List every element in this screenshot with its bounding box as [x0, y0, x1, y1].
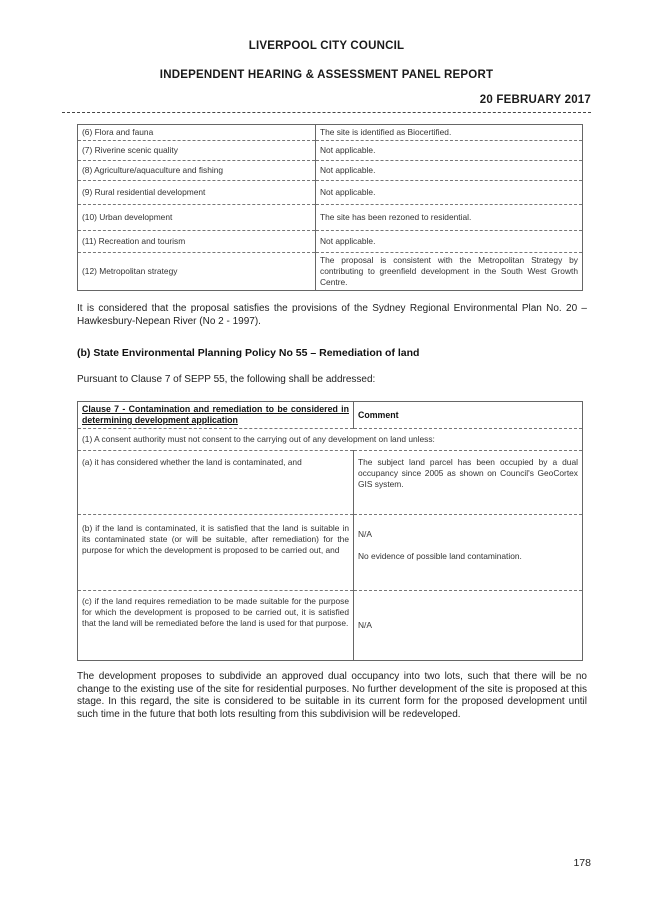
table-row-intro — [78, 429, 583, 451]
table-cell-comment: N/A No evidence of possible land contamination. — [354, 515, 583, 591]
table-cell-item: (11) Recreation and tourism — [78, 231, 316, 253]
table-row — [78, 515, 583, 591]
table-cell-item: (7) Riverine scenic quality — [78, 141, 316, 161]
paragraph-srep-conclusion: It is considered that the proposal satisfies the provisions of the Sydney Regional Environmental Plan No. 20 – Hawkesbury-Nepean River (No 2 - 1997). — [77, 303, 587, 327]
section-heading-sepp55: (b) State Environmental Planning Policy No 55 – Remediation of land — [77, 347, 420, 359]
table-row — [78, 253, 583, 291]
table-cell-comment: The subject land parcel has been occupied by a dual occupancy since 2005 as shown on Council's GeoCortex GIS system. — [354, 451, 583, 515]
table-row — [78, 161, 583, 181]
srep20-table — [77, 124, 583, 291]
paragraph-development-summary: The development proposes to subdivide an approved dual occupancy into two lots, such that there will be no change to the existing use of the site for residential purposes. No further development of the site is proposed at this stage. In this regard, the site is considered to be suitable in its current form for the proposed development until such time in the future that both lots resulting from this subdivision will be redeveloped. — [77, 671, 587, 720]
table-row — [78, 591, 583, 661]
org-title: LIVERPOOL CITY COUNCIL — [248, 40, 405, 52]
table-row — [78, 451, 583, 515]
table-cell-comment: Not applicable. — [316, 181, 583, 205]
table-row — [78, 141, 583, 161]
table-row — [78, 125, 583, 141]
table-cell-comment: The site has been rezoned to residential. — [316, 205, 583, 231]
table-row — [78, 231, 583, 253]
sepp55-clause7-table — [77, 401, 583, 661]
table-cell-item: (9) Rural residential development — [78, 181, 316, 205]
column-header-comment: Comment — [354, 402, 583, 429]
table-cell-comment: Not applicable. — [316, 231, 583, 253]
report-title: INDEPENDENT HEARING & ASSESSMENT PANEL REPORT — [159, 69, 494, 81]
table-cell-clause: (c) if the land requires remediation to be made suitable for the purpose for which the development is proposed to be carried out, it is satisfied that the land will be remediated before the land is used for that purpose. — [78, 591, 354, 661]
table-cell-item: (12) Metropolitan strategy — [78, 253, 316, 291]
report-date: 20 FEBRUARY 2017 — [479, 94, 591, 106]
table-cell-comment: The site is identified as Biocertified. — [316, 125, 583, 141]
table-cell-comment: Not applicable. — [316, 141, 583, 161]
table-cell-comment: N/A — [358, 620, 372, 630]
table-cell-comment: The proposal is consistent with the Metropolitan Strategy by contributing to greenfield development in the South West Growth Centre. — [320, 255, 578, 287]
table-row — [78, 205, 583, 231]
table-cell-item: (6) Flora and fauna — [78, 125, 316, 141]
table-cell-clause: (b) if the land is contaminated, it is satisfied that the land is suitable in its contaminated state (or will be suitable, after remediation) for the purpose for which the development is proposed to be carried out, and — [78, 515, 354, 591]
page-number: 178 — [573, 857, 591, 869]
table-cell-comment: Not applicable. — [316, 161, 583, 181]
table-cell-clause: (a) it has considered whether the land is contaminated, and — [78, 451, 354, 515]
paragraph-clause7-intro: Pursuant to Clause 7 of SEPP 55, the following shall be addressed: — [77, 374, 376, 385]
table-cell-item: (10) Urban development — [78, 205, 316, 231]
table-cell-item: (8) Agriculture/aquaculture and fishing — [78, 161, 316, 181]
table-header-row — [78, 402, 583, 429]
column-header-clause: Clause 7 - Contamination and remediation to be considered in determining development application — [78, 402, 354, 429]
table-row — [78, 181, 583, 205]
header-rule — [62, 112, 591, 113]
clause-intro-text: (1) A consent authority must not consent to the carrying out of any development on land unless: — [78, 429, 583, 451]
